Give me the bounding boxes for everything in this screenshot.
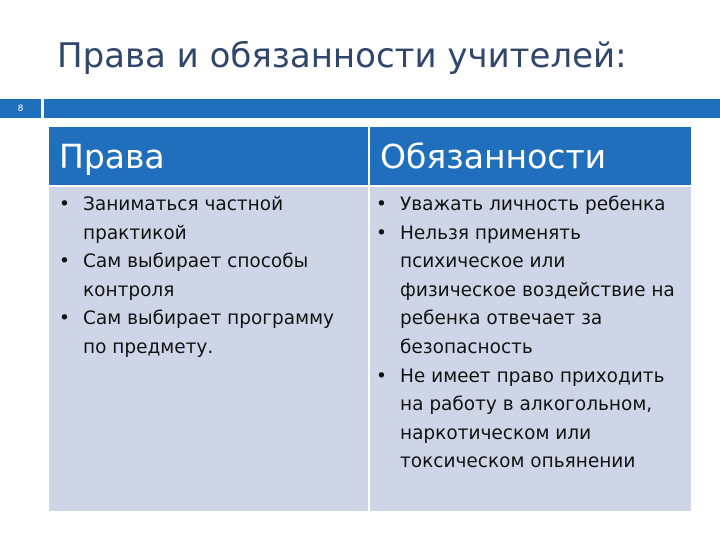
header-stripe	[44, 99, 720, 118]
slide-title: Права и обязанности учителей:	[57, 36, 627, 76]
duties-item: • Уважать личность ребенка	[374, 191, 684, 220]
rights-item: • Заниматься частной практикой	[57, 191, 362, 248]
header-divider	[49, 185, 691, 187]
rights-list	[57, 191, 362, 363]
duties-header: Обязанности	[370, 127, 691, 185]
duties-item: • Не имеет право приходить на работу в алкогольном, наркотическом или токсическом опьянении	[374, 363, 684, 477]
duties-item: • Нельзя применять психическое или физическое воздействие на ребенка отвечает за безопасность	[374, 220, 684, 363]
rights-header: Права	[49, 127, 368, 185]
slide-number: 8	[0, 99, 41, 118]
duties-list	[374, 191, 684, 477]
rights-duties-table	[49, 127, 691, 511]
rights-item: • Сам выбирает программу по предмету.	[57, 305, 362, 362]
rights-item: • Сам выбирает способы контроля	[57, 248, 362, 305]
